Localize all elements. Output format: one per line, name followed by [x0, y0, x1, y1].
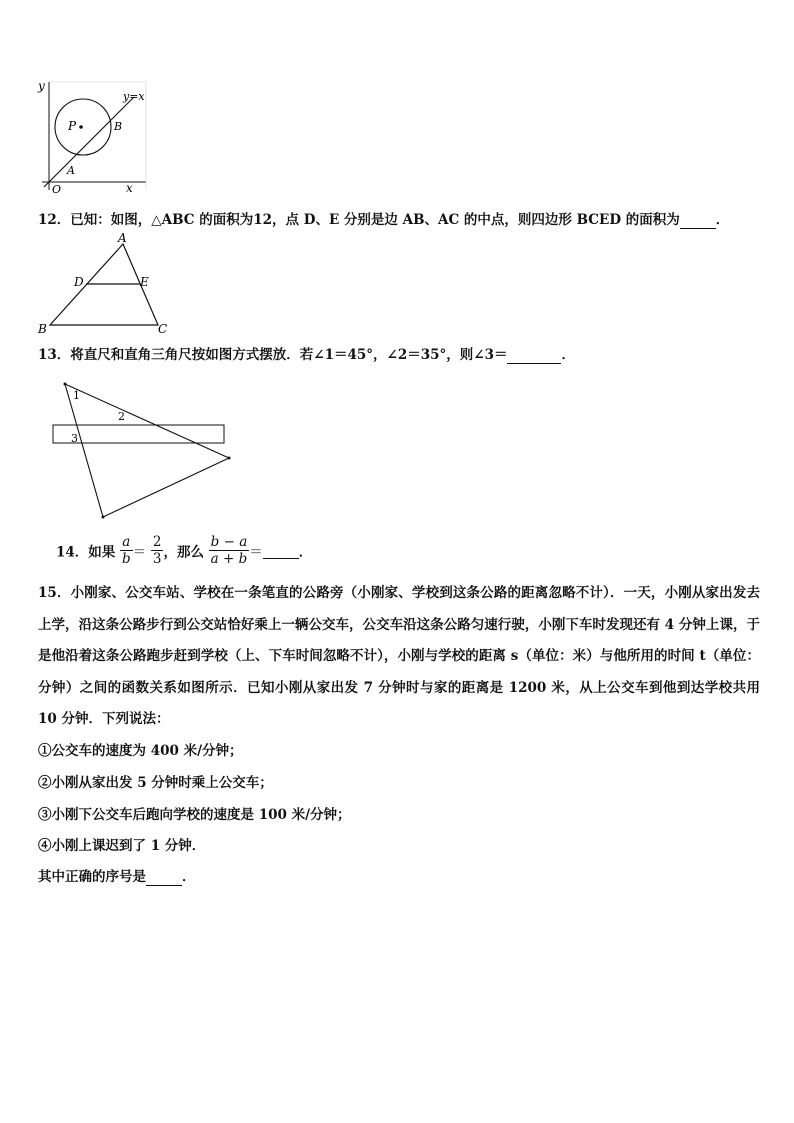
- label-p: P: [68, 119, 77, 133]
- line-y-equals-x: [44, 97, 134, 187]
- label-y: y: [38, 79, 45, 93]
- q14-eq2: ＝: [249, 544, 263, 561]
- question-12: [38, 208, 729, 229]
- angle-3-label: 3: [71, 432, 78, 445]
- circle-p: [55, 99, 111, 155]
- q15-answer-blank: [146, 869, 182, 886]
- frac1-numerator: a: [120, 534, 133, 551]
- fraction-a-over-b: [120, 534, 133, 567]
- label-c: C: [158, 322, 168, 335]
- label-x: x: [126, 181, 133, 195]
- ruler-triangle-figure: [46, 378, 242, 523]
- center-dot: [79, 125, 83, 129]
- fraction-2-over-3: [151, 534, 164, 567]
- q15-conclusion-text: 其中正确的序号是: [38, 869, 146, 885]
- q13-answer-blank: [507, 347, 561, 364]
- triangle-abc-figure: [34, 230, 174, 335]
- q15-conclusion: [38, 865, 196, 886]
- label-a: A: [67, 164, 75, 177]
- q14-end: ．: [298, 544, 313, 561]
- q14-answer-blank: [263, 542, 299, 559]
- q14-prefix: 14．如果: [56, 544, 116, 561]
- circle-line-figure: [34, 78, 154, 198]
- set-square: [65, 384, 229, 517]
- question-13: [38, 343, 575, 364]
- q15-item-4: ④小刚上课迟到了 1 分钟．: [38, 838, 206, 854]
- q15-item-1: ①公交车的速度为 400 米/分钟；: [38, 743, 243, 759]
- question-15-paragraph: 15．小刚家、公交车站、学校在一条笔直的公路旁（小刚家、学校到这条公路的距离忽略不计）．一天，小刚从家出发去上学，沿这条公路步行到公交站恰好乘上一辆公交车，公交车沿这条公路匀速行驶，小刚下车时发现还有 4 分钟上课，于是他沿着这条公路跑步赶到学校（上、下车时间忽略不计），小刚与学校的距离 s（单位：米）与他所用的时间 t（单位：分钟）之间的函数关系如图所示．已知小刚从家出发 7 分钟时与家的距离是 1200 米，从上公交车到他到达学校共用 10 分钟．下列说法：: [38, 585, 760, 727]
- q15-end: ．: [182, 869, 196, 885]
- q15-item-3: ③小刚下公交车后跑向学校的速度是 100 米/分钟；: [38, 807, 351, 823]
- label-e: E: [140, 275, 149, 289]
- label-origin: O: [52, 183, 62, 196]
- angle-1-label: 1: [73, 389, 80, 402]
- q13-end: ．: [561, 347, 575, 363]
- q15-item-2: ②小刚从家出发 5 分钟时乘上公交车；: [38, 775, 273, 791]
- question-14: [56, 534, 312, 567]
- frac1-denominator: b: [122, 551, 131, 567]
- vertex-right: [228, 457, 231, 460]
- label-d: D: [74, 275, 84, 289]
- label-a: A: [118, 231, 127, 245]
- q14-eq1: ＝: [132, 544, 147, 561]
- frac2-numerator: 2: [152, 534, 162, 550]
- q12-answer-blank: [680, 212, 716, 229]
- vertex-top: [64, 383, 67, 386]
- label-b: B: [114, 120, 123, 133]
- ruler: [53, 425, 224, 443]
- frac2-denominator: 3: [152, 551, 162, 567]
- q14-mid: ，那么: [163, 544, 204, 561]
- angle-2-label: 2: [118, 410, 125, 423]
- q12-end: ．: [715, 212, 730, 228]
- label-b: B: [38, 322, 47, 335]
- label-line: y=x: [123, 90, 145, 103]
- vertex-bottom: [102, 516, 105, 519]
- q12-text: 12．已知：如图，△ABC 的面积为12，点 D、E 分别是边 AB、AC 的中点，则四边形 BCED 的面积为: [38, 212, 680, 228]
- frac3-numerator: b − a: [210, 534, 248, 550]
- fraction-b-minus-a-over-a-plus-b: [209, 534, 250, 567]
- frac3-denominator: a + b: [210, 551, 248, 567]
- q13-text: 13．将直尺和直角三角尺按如图方式摆放．若∠1＝45°，∠2＝35°，则∠3＝: [38, 347, 508, 363]
